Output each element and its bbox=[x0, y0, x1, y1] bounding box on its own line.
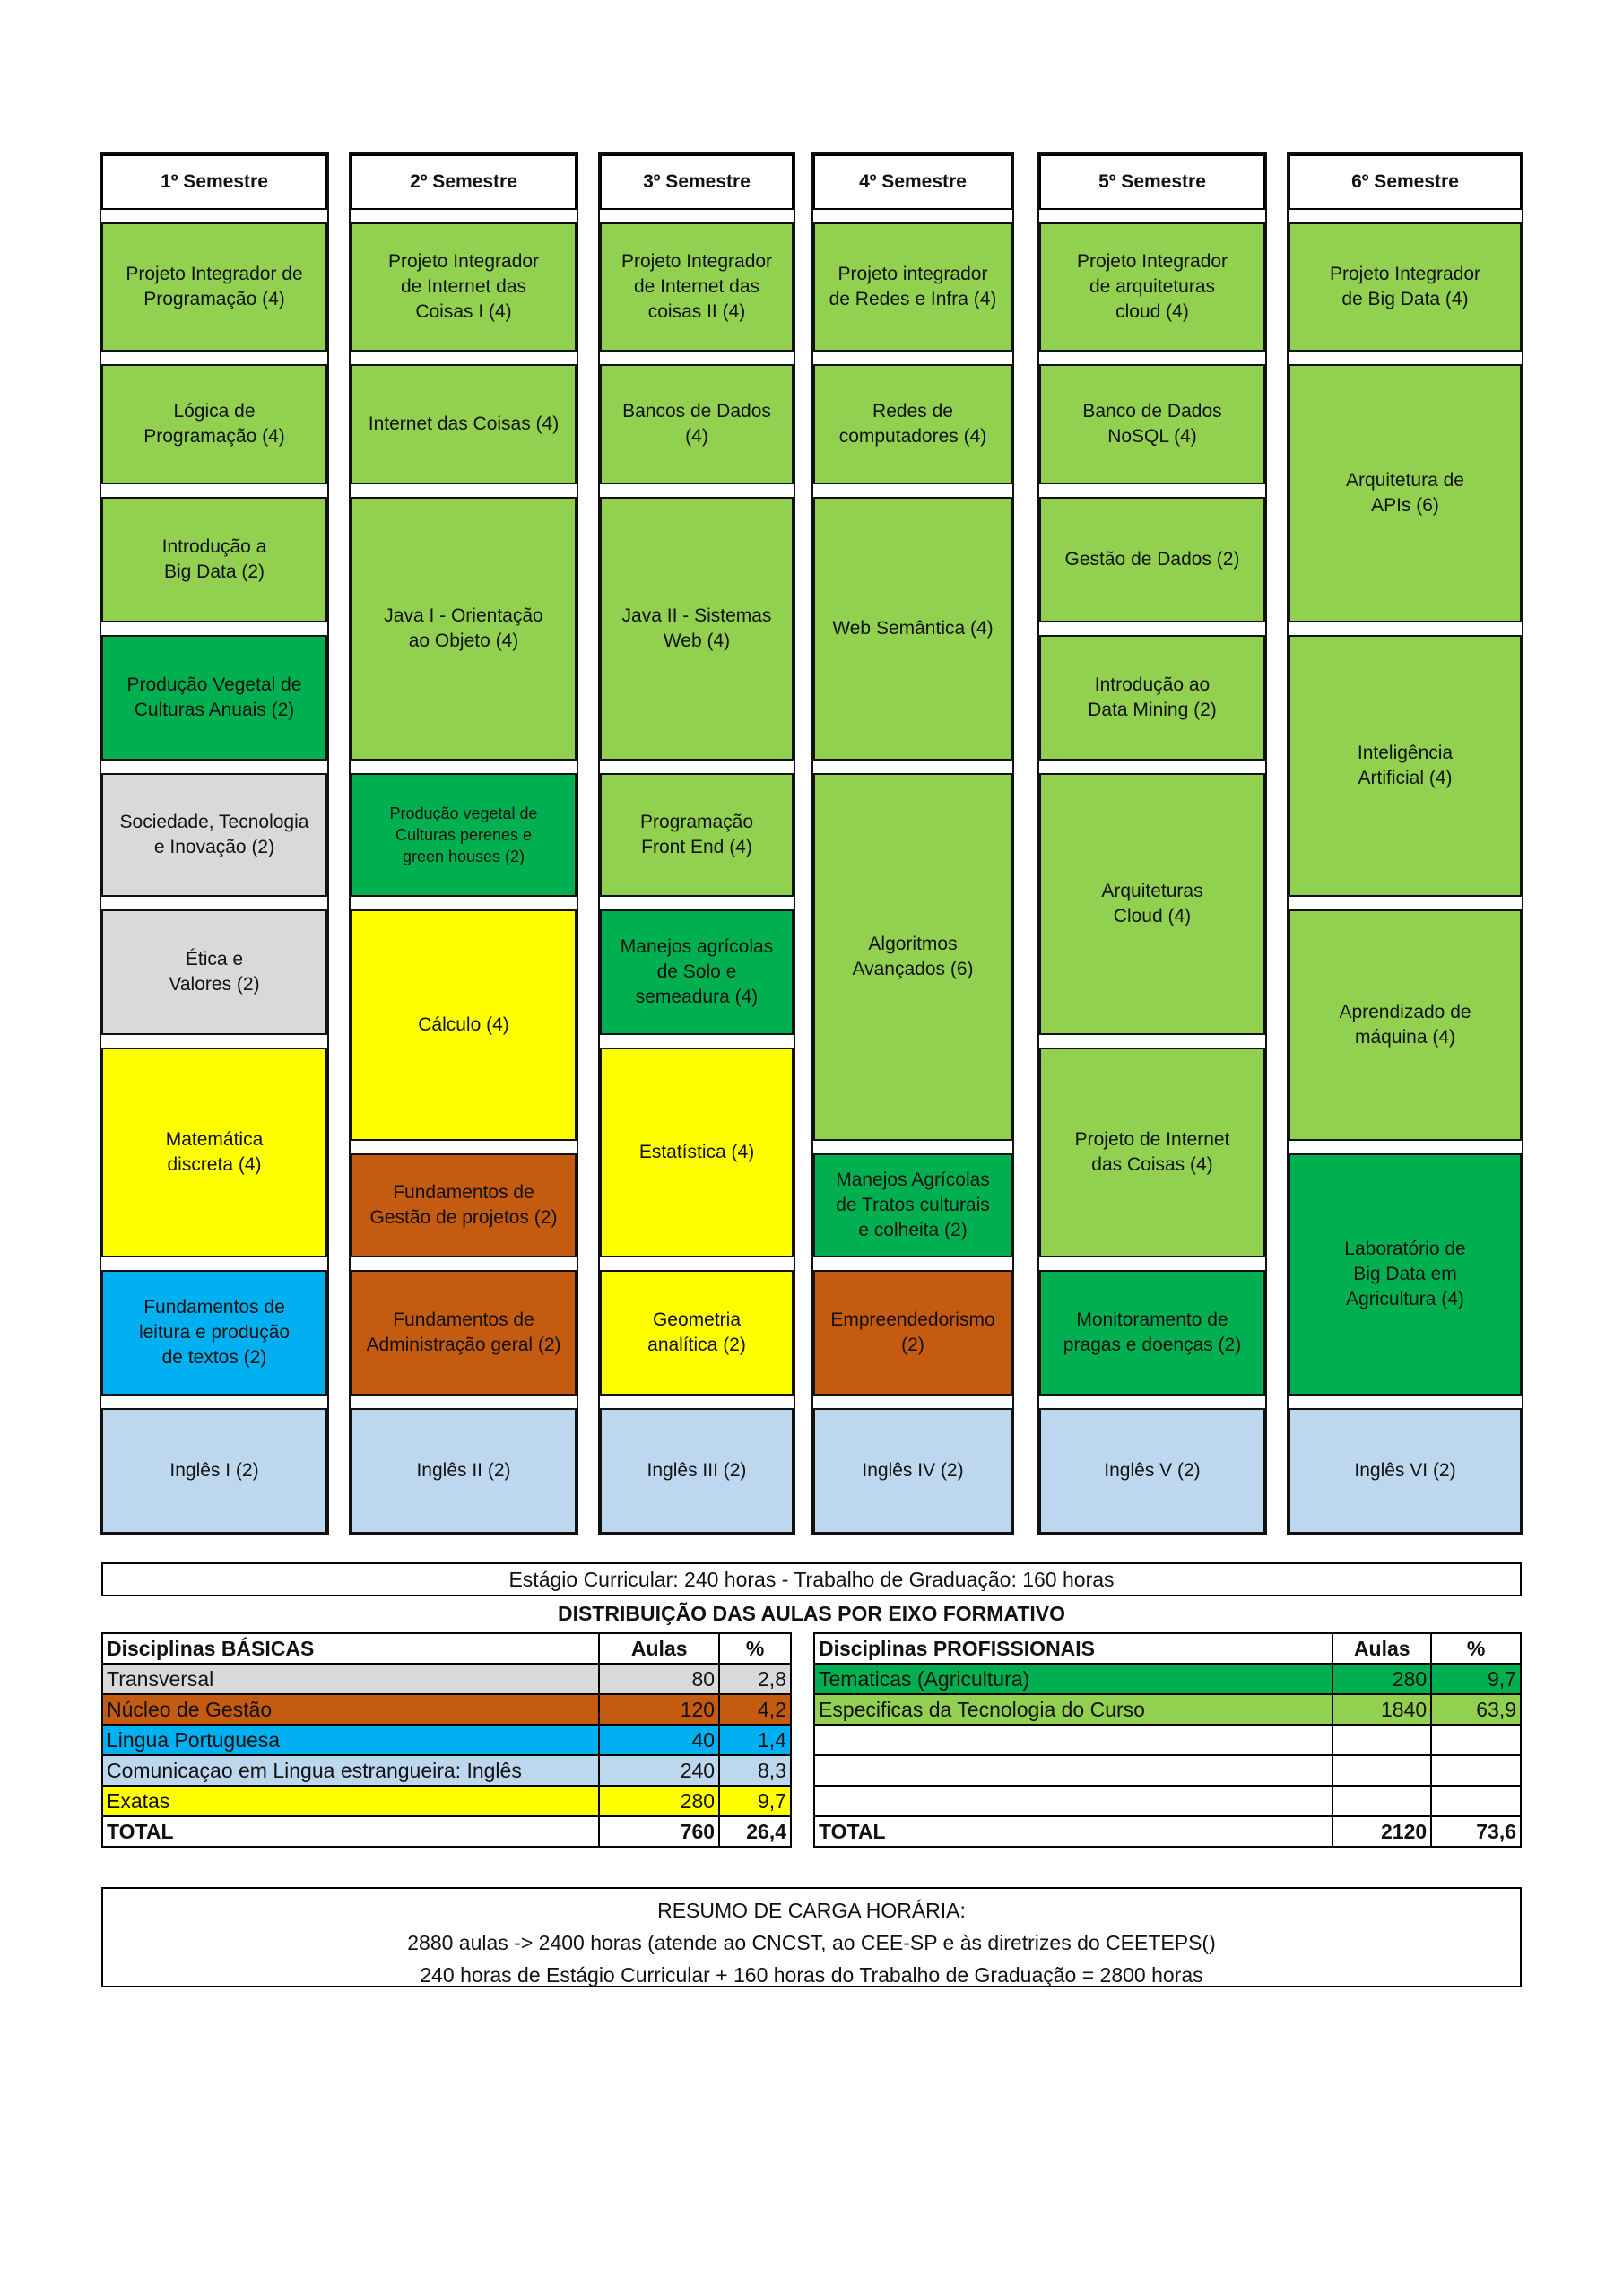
course-cell: Matemática discreta (4) bbox=[101, 1048, 327, 1257]
course-cell: Introdução ao Data Mining (2) bbox=[1039, 635, 1265, 761]
table-total-row bbox=[814, 1816, 1521, 1847]
course-cell: Ética e Valores (2) bbox=[101, 909, 327, 1035]
course-cell: Fundamentos de Gestão de projetos (2) bbox=[351, 1153, 577, 1257]
column-frame bbox=[598, 152, 795, 1535]
course-cell: Aprendizado de máquina (4) bbox=[1289, 909, 1522, 1141]
table-cell: 120 bbox=[599, 1694, 719, 1725]
table-cell: 8,3 bbox=[719, 1755, 791, 1786]
table-cell bbox=[814, 1786, 1332, 1816]
table-cell: 760 bbox=[599, 1816, 719, 1847]
course-cell: Projeto integrador de Redes e Infra (4) bbox=[813, 222, 1012, 352]
table-header-cell: % bbox=[719, 1633, 791, 1664]
table-cell: 1,4 bbox=[719, 1725, 791, 1755]
course-cell: Programação Front End (4) bbox=[600, 773, 794, 897]
summary-title: RESUMO DE CARGA HORÁRIA: bbox=[657, 1899, 966, 1922]
course-cell: Produção Vegetal de Culturas Anuais (2) bbox=[101, 635, 327, 761]
course-cell: Inglês III (2) bbox=[600, 1408, 794, 1534]
table-cell bbox=[814, 1725, 1332, 1755]
internship-bar: Estágio Curricular: 240 horas - Trabalho de Graduação: 160 horas bbox=[101, 1562, 1522, 1596]
course-cell: Inglês II (2) bbox=[351, 1408, 577, 1534]
semester-6-header: 6º Semestre bbox=[1289, 154, 1522, 210]
table-cell: Especificas da Tecnologia do Curso bbox=[814, 1694, 1332, 1725]
table-cell: TOTAL bbox=[814, 1816, 1332, 1847]
table-row bbox=[814, 1664, 1521, 1694]
table-cell: Tematicas (Agricultura) bbox=[814, 1664, 1332, 1694]
course-cell: Estatística (4) bbox=[600, 1048, 794, 1257]
course-cell: Monitoramento de pragas e doenças (2) bbox=[1039, 1270, 1265, 1396]
table-cell: Exatas bbox=[102, 1786, 599, 1816]
column-frame bbox=[349, 152, 578, 1535]
course-cell: Projeto Integrador de arquiteturas cloud (4) bbox=[1039, 222, 1265, 352]
table-cell: 73,6 bbox=[1431, 1816, 1521, 1847]
table-cell: Núcleo de Gestão bbox=[102, 1694, 599, 1725]
course-cell: Web Semântica (4) bbox=[813, 497, 1012, 761]
semester-4-header: 4º Semestre bbox=[813, 154, 1012, 210]
table-total-row bbox=[102, 1816, 791, 1847]
semester-5-header: 5º Semestre bbox=[1039, 154, 1265, 210]
course-cell: Fundamentos de Administração geral (2) bbox=[351, 1270, 577, 1396]
table-header-cell: % bbox=[1431, 1633, 1521, 1664]
course-cell: Inteligência Artificial (4) bbox=[1289, 635, 1522, 897]
semester-3-header: 3º Semestre bbox=[600, 154, 794, 210]
table-header-cell: Aulas bbox=[599, 1633, 719, 1664]
table-header-row bbox=[102, 1633, 791, 1664]
professional-disciplines-table bbox=[813, 1632, 1522, 1848]
course-cell: Sociedade, Tecnologia e Inovação (2) bbox=[101, 773, 327, 897]
course-cell: Inglês VI (2) bbox=[1289, 1408, 1522, 1534]
table-row bbox=[102, 1725, 791, 1755]
table-cell: Comunicaçao em Lingua estrangueira: Inglês bbox=[102, 1755, 599, 1786]
course-cell: Manejos agrícolas de Solo e semeadura (4) bbox=[600, 909, 794, 1035]
table-cell bbox=[814, 1755, 1332, 1786]
table-cell: 1840 bbox=[1332, 1694, 1431, 1725]
course-cell: Inglês IV (2) bbox=[813, 1408, 1012, 1534]
summary-line: 240 horas de Estágio Curricular + 160 horas do Trabalho de Graduação = 2800 horas bbox=[420, 1963, 1203, 1987]
table-cell bbox=[1332, 1755, 1431, 1786]
course-cell: Manejos Agrícolas de Tratos culturais e colheita (2) bbox=[813, 1153, 1012, 1257]
table-cell: 2120 bbox=[1332, 1816, 1431, 1847]
course-cell: Produção vegetal de Culturas perenes e green houses (2) bbox=[351, 773, 577, 897]
table-cell bbox=[1332, 1725, 1431, 1755]
table-cell: 4,2 bbox=[719, 1694, 791, 1725]
distribution-title: DISTRIBUIÇÃO DAS AULAS POR EIXO FORMATIVO bbox=[557, 1602, 1066, 1625]
workload-summary bbox=[101, 1887, 1522, 1987]
course-cell: Gestão de Dados (2) bbox=[1039, 497, 1265, 622]
table-row bbox=[102, 1694, 791, 1725]
course-cell: Geometria analítica (2) bbox=[600, 1270, 794, 1396]
course-cell: Projeto de Internet das Coisas (4) bbox=[1039, 1048, 1265, 1257]
table-cell: 280 bbox=[599, 1786, 719, 1816]
table-row bbox=[102, 1664, 791, 1694]
table-cell: Lingua Portuguesa bbox=[102, 1725, 599, 1755]
summary-line: 2880 aulas -> 2400 horas (atende ao CNCST, ao CEE-SP e às diretrizes do CEETEPS() bbox=[407, 1931, 1216, 1954]
table-row bbox=[814, 1786, 1521, 1816]
table-cell: 26,4 bbox=[719, 1816, 791, 1847]
course-cell: Inglês V (2) bbox=[1039, 1408, 1265, 1534]
semester-2-header: 2º Semestre bbox=[351, 154, 577, 210]
table-row bbox=[814, 1725, 1521, 1755]
course-cell: Banco de Dados NoSQL (4) bbox=[1039, 364, 1265, 484]
semester-1-header: 1º Semestre bbox=[101, 154, 327, 210]
table-header-cell: Disciplinas BÁSICAS bbox=[102, 1633, 599, 1664]
course-cell: Java I - Orientação ao Objeto (4) bbox=[351, 497, 577, 761]
course-cell: Lógica de Programação (4) bbox=[101, 364, 327, 484]
table-cell: Transversal bbox=[102, 1664, 599, 1694]
table-row bbox=[102, 1755, 791, 1786]
course-cell: Introdução a Big Data (2) bbox=[101, 497, 327, 622]
table-cell: 280 bbox=[1332, 1664, 1431, 1694]
column-frame bbox=[100, 152, 329, 1535]
table-cell bbox=[1431, 1786, 1521, 1816]
course-cell: Arquiteturas Cloud (4) bbox=[1039, 773, 1265, 1035]
column-frame bbox=[1037, 152, 1267, 1535]
course-cell: Empreendedorismo (2) bbox=[813, 1270, 1012, 1396]
table-cell: 63,9 bbox=[1431, 1694, 1521, 1725]
course-cell: Redes de computadores (4) bbox=[813, 364, 1012, 484]
table-cell bbox=[1431, 1725, 1521, 1755]
table-cell: 40 bbox=[599, 1725, 719, 1755]
course-cell: Internet das Coisas (4) bbox=[351, 364, 577, 484]
column-frame bbox=[1287, 152, 1523, 1535]
course-cell: Projeto Integrador de Internet das coisas II (4) bbox=[600, 222, 794, 352]
table-cell: TOTAL bbox=[102, 1816, 599, 1847]
table-header-cell: Disciplinas PROFISSIONAIS bbox=[814, 1633, 1332, 1664]
course-cell: Java II - Sistemas Web (4) bbox=[600, 497, 794, 761]
table-header-cell: Aulas bbox=[1332, 1633, 1431, 1664]
basic-disciplines-table bbox=[101, 1632, 792, 1848]
table-header-row bbox=[814, 1633, 1521, 1664]
table-row bbox=[102, 1786, 791, 1816]
course-cell: Algoritmos Avançados (6) bbox=[813, 773, 1012, 1141]
table-cell: 9,7 bbox=[719, 1786, 791, 1816]
course-cell: Arquitetura de APIs (6) bbox=[1289, 364, 1522, 622]
course-cell: Bancos de Dados (4) bbox=[600, 364, 794, 484]
table-row bbox=[814, 1694, 1521, 1725]
table-cell bbox=[1332, 1786, 1431, 1816]
table-cell: 240 bbox=[599, 1755, 719, 1786]
table-cell: 80 bbox=[599, 1664, 719, 1694]
table-cell: 9,7 bbox=[1431, 1664, 1521, 1694]
table-cell bbox=[1431, 1755, 1521, 1786]
table-row bbox=[814, 1755, 1521, 1786]
course-cell: Projeto Integrador de Big Data (4) bbox=[1289, 222, 1522, 352]
course-cell: Projeto Integrador de Internet das Coisas I (4) bbox=[351, 222, 577, 352]
course-cell: Cálculo (4) bbox=[351, 909, 577, 1141]
course-cell: Fundamentos de leitura e produção de textos (2) bbox=[101, 1270, 327, 1396]
course-cell: Inglês I (2) bbox=[101, 1408, 327, 1534]
course-cell: Laboratório de Big Data em Agricultura (4) bbox=[1289, 1153, 1522, 1396]
course-cell: Projeto Integrador de Programação (4) bbox=[101, 222, 327, 352]
column-frame bbox=[812, 152, 1014, 1535]
table-cell: 2,8 bbox=[719, 1664, 791, 1694]
